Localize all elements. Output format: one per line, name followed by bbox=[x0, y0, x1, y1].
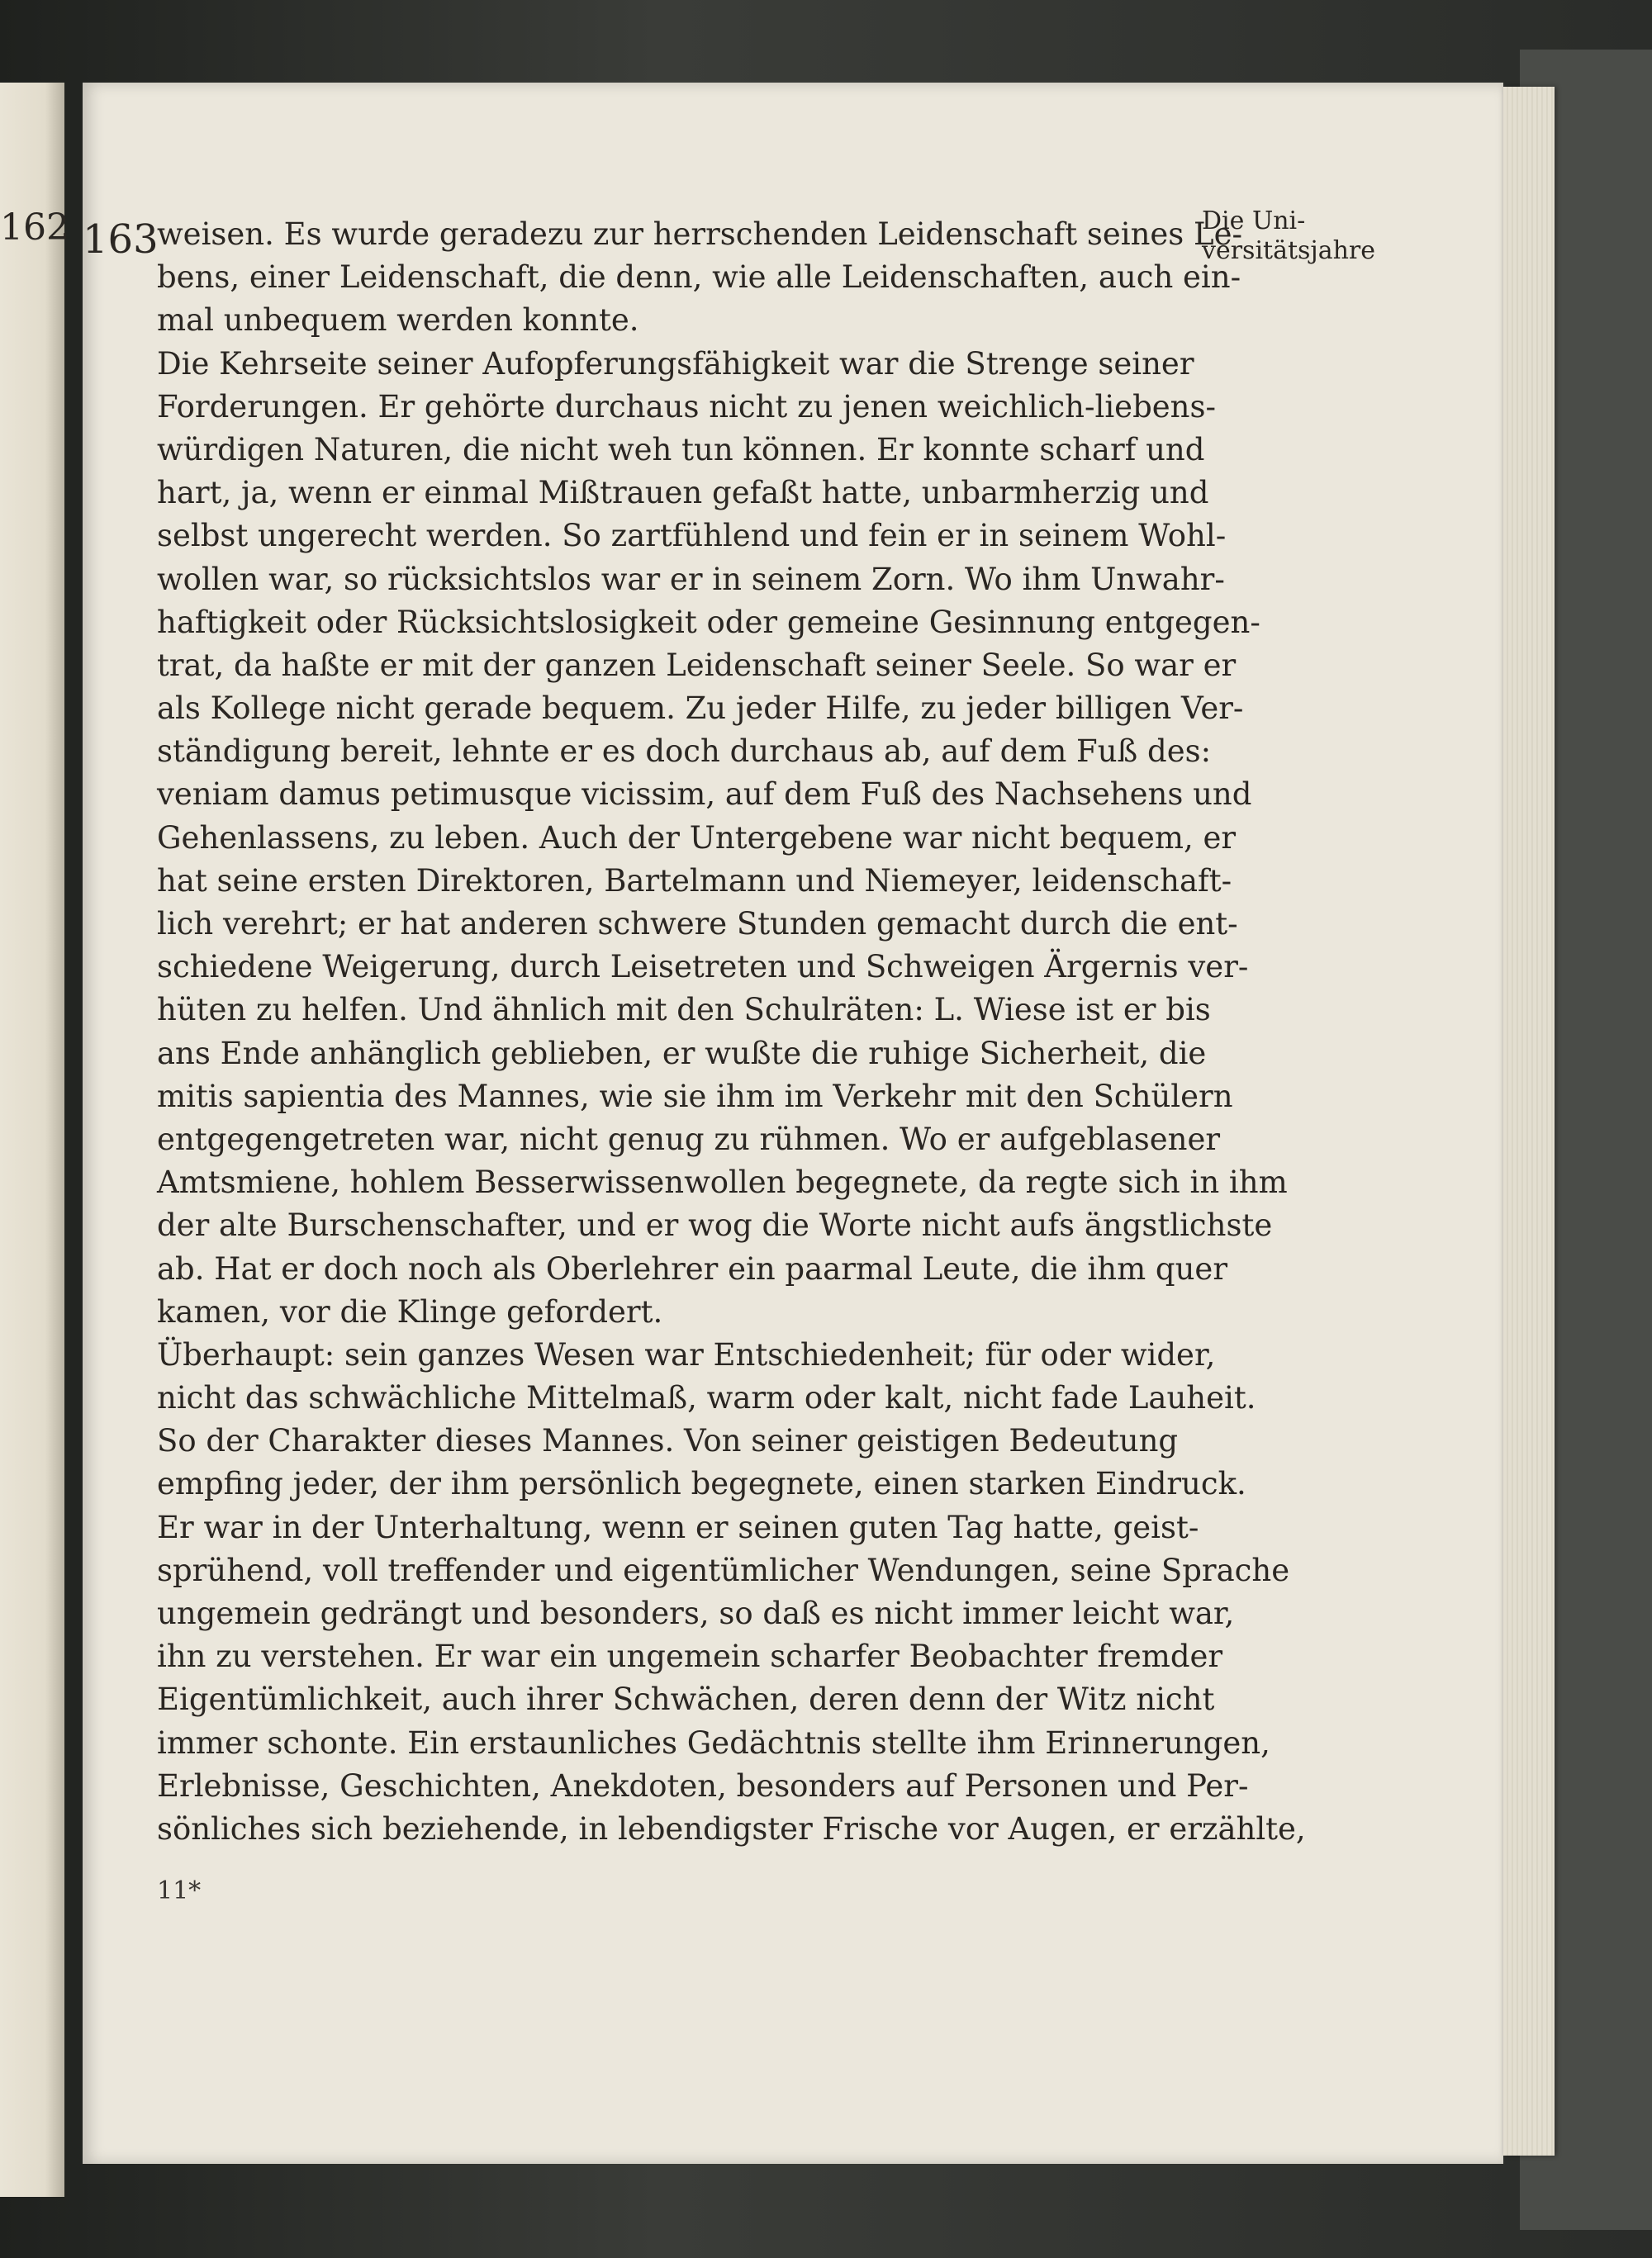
text-line: mitis sapientia des Mannes, wie sie ihm im Verkehr mit den Schülern bbox=[157, 1078, 1233, 1114]
text-line: kamen, vor die Klinge gefordert. bbox=[157, 1293, 663, 1330]
text-line: haftigkeit oder Rücksichtslosigkeit oder gemeine Gesinnung entgegen- bbox=[157, 604, 1260, 640]
text-line: der alte Burschenschafter, und er wog die Worte nicht aufs ängstlichste bbox=[157, 1207, 1273, 1244]
signature-mark: 11* bbox=[157, 1876, 202, 1905]
text-line: Er war in der Unterhaltung, wenn er seinen guten Tag hatte, geist- bbox=[157, 1509, 1199, 1545]
text-line: hüten zu helfen. Und ähnlich mit den Schulräten: L. Wiese ist er bis bbox=[157, 992, 1211, 1028]
text-line: trat, da haßte er mit der ganzen Leidenschaft seiner Seele. So war er bbox=[157, 647, 1237, 683]
page-number: 163 bbox=[83, 216, 159, 263]
text-line: Erlebnisse, Geschichten, Anekdoten, besonders auf Personen und Per- bbox=[157, 1767, 1249, 1804]
text-line: würdigen Naturen, die nicht weh tun können. Er konnte scharf und bbox=[157, 431, 1205, 467]
text-line: Amtsmiene, hohlem Besserwissenwollen begegnete, da regte sich in ihm bbox=[157, 1165, 1288, 1201]
text-line: selbst ungerecht werden. So zartfühlend und fein er in seinem Wohl- bbox=[157, 518, 1227, 554]
text-line: sprühend, voll treffender und eigentümlicher Wendungen, seine Sprache bbox=[157, 1552, 1290, 1588]
text-line: weisen. Es wurde geradezu zur herrschenden Leidenschaft seines Le- bbox=[157, 216, 1243, 252]
previous-page-number: 162 bbox=[0, 206, 69, 249]
text-line: ständigung bereit, lehnte er es doch durchaus ab, auf dem Fuß des: bbox=[157, 733, 1212, 770]
page-edges bbox=[1503, 87, 1555, 2156]
margin-note-line: Die Uni- bbox=[1202, 206, 1306, 235]
text-line: veniam damus petimusque vicissim, auf dem Fuß des Nachsehens und bbox=[157, 776, 1252, 813]
text-line: hart, ja, wenn er einmal Mißtrauen gefaßt hatte, unbarmherzig und bbox=[157, 475, 1209, 511]
text-line: immer schonte. Ein erstaunliches Gedächtnis stellte ihm Erinnerungen, bbox=[157, 1724, 1270, 1761]
text-line: entgegengetreten war, nicht genug zu rühmen. Wo er aufgeblasener bbox=[157, 1121, 1221, 1157]
text-line: Gehenlassens, zu leben. Auch der Untergebene war nicht bequem, er bbox=[157, 819, 1237, 856]
text-line: sönliches sich beziehende, in lebendigster Frische vor Augen, er erzählte, bbox=[157, 1810, 1306, 1847]
text-line: So der Charakter dieses Mannes. Von seiner geistigen Bedeutung bbox=[157, 1423, 1179, 1459]
text-line: Eigentümlichkeit, auch ihrer Schwächen, deren denn der Witz nicht bbox=[157, 1682, 1215, 1718]
text-line: als Kollege nicht gerade bequem. Zu jeder Hilfe, zu jeder billigen Ver- bbox=[157, 690, 1244, 727]
text-line: Die Kehrseite seiner Aufopferungsfähigkeit war die Strenge seiner bbox=[157, 345, 1194, 382]
text-line: hat seine ersten Direktoren, Bartelmann und Niemeyer, leidenschaft- bbox=[157, 862, 1232, 899]
text-line: schiedene Weigerung, durch Leisetreten und Schweigen Ärgernis ver- bbox=[157, 949, 1249, 985]
text-line: Überhaupt: sein ganzes Wesen war Entschiedenheit; für oder wider, bbox=[157, 1336, 1216, 1373]
text-line: nicht das schwächliche Mittelmaß, warm oder kalt, nicht fade Lauheit. bbox=[157, 1380, 1256, 1416]
text-line: wollen war, so rücksichtslos war er in seinem Zorn. Wo ihm Unwahr- bbox=[157, 561, 1225, 597]
text-line: ab. Hat er doch noch als Oberlehrer ein paarmal Leute, die ihm quer bbox=[157, 1250, 1228, 1287]
text-line: lich verehrt; er hat anderen schwere Stunden gemacht durch die ent- bbox=[157, 906, 1238, 942]
text-line: empfing jeder, der ihm persönlich begegnete, einen starken Eindruck. bbox=[157, 1466, 1246, 1502]
text-line: ans Ende anhänglich geblieben, er wußte die ruhige Sicherheit, die bbox=[157, 1035, 1207, 1071]
previous-page-sliver bbox=[0, 83, 64, 2197]
text-line: bens, einer Leidenschaft, die denn, wie alle Leidenschaften, auch ein- bbox=[157, 259, 1241, 296]
text-line: ihn zu verstehen. Er war ein ungemein scharfer Beobachter fremder bbox=[157, 1639, 1223, 1675]
margin-note-line: versitätsjahre bbox=[1202, 236, 1376, 265]
text-line: mal unbequem werden konnte. bbox=[157, 302, 639, 339]
text-line: ungemein gedrängt und besonders, so daß es nicht immer leicht war, bbox=[157, 1596, 1235, 1631]
text-line: Forderungen. Er gehörte durchaus nicht zu jenen weichlich-liebens- bbox=[157, 388, 1216, 425]
